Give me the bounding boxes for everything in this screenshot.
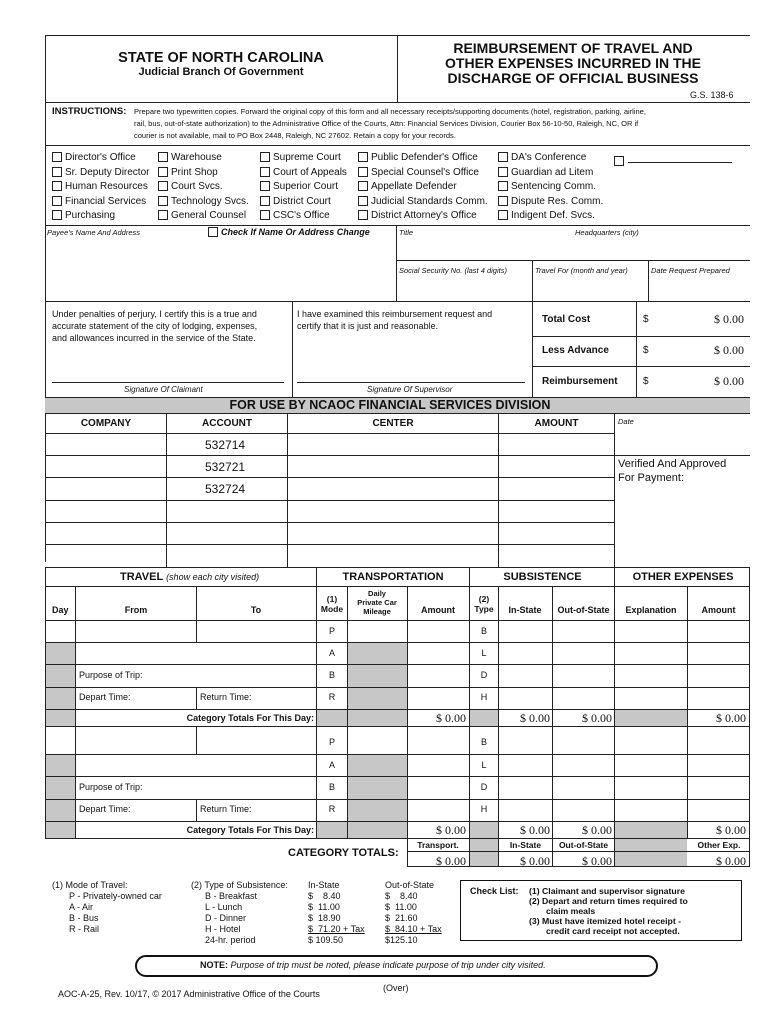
outstate-rate: $ 84.10 + Tax: [385, 924, 442, 934]
type-legend-item: L - Lunch: [205, 902, 243, 912]
category-totals-day-label: Category Totals For This Day:: [186, 713, 314, 723]
checklist-item: (3) Must have itemized hotel receipt -: [529, 916, 682, 926]
reimbursement-label: Reimbursement: [542, 376, 618, 387]
instate-rate: $ 8.40: [308, 891, 341, 901]
office-label: General Counsel: [171, 210, 247, 221]
less-advance-value: $ 0.00: [714, 343, 744, 357]
col-instate: In-State: [508, 605, 542, 615]
checklist-items: [529, 886, 688, 936]
currency-sign: $: [643, 314, 649, 325]
mode-legend-title: (1) Mode of Travel:: [52, 880, 128, 890]
address-change-checkbox[interactable]: [208, 227, 370, 237]
instate-rate: $ 11.00: [308, 902, 340, 912]
outstate-rates-title: Out-of-State: [385, 880, 435, 890]
office-label: Print Shop: [171, 166, 218, 178]
office-col-2: [158, 151, 249, 224]
office-col-3: [260, 151, 347, 224]
outstate-rate: $ 21.60: [385, 913, 418, 923]
mode-code: A: [328, 648, 335, 658]
instructions-label: INSTRUCTIONS:: [52, 106, 127, 117]
mode-code: P: [328, 737, 335, 747]
office-col-5: [498, 151, 603, 224]
col-transport-amount: Amount: [421, 605, 455, 615]
mode-code: R: [328, 692, 336, 702]
total-cost-label: Total Cost: [542, 314, 591, 325]
checklist-item: credit card receipt not accepted.: [546, 926, 680, 936]
verified-text: [618, 457, 726, 485]
office-label: Warehouse: [171, 152, 222, 163]
office-checkbox[interactable]: [52, 166, 149, 181]
outstate-rates: [385, 880, 442, 946]
office-checkbox[interactable]: [52, 151, 149, 166]
subsistence-type-code: L: [481, 760, 487, 770]
office-label: Purchasing: [65, 210, 116, 221]
other-amount-total: $ 0.00: [716, 823, 746, 837]
grand-instate-total: $ 0.00: [520, 854, 550, 868]
col-type-2: Type: [474, 604, 494, 614]
title-label: Title: [399, 228, 414, 237]
office-label: Sentencing Comm.: [511, 181, 597, 192]
outstate-rate: $125.10: [385, 935, 418, 945]
office-label: Court of Appeals: [273, 166, 347, 178]
col-daily-3: Mileage: [363, 607, 391, 616]
other-amount-total: $ 0.00: [716, 711, 746, 725]
office-label: Appellate Defender: [371, 181, 457, 192]
type-legend-item: D - Dinner: [205, 913, 247, 923]
instructions-line-2: rail, bus, out-of-state authorization) to the Administrative Office of the Courts, Attn: Financial Services Division, Courier Box 56-10-50, Raleigh, NC, OR if: [134, 119, 639, 128]
office-label: Special Counsel's Office: [371, 166, 479, 178]
col-mode: [317, 594, 347, 614]
checklist-item: (2) Depart and return times required to: [529, 896, 688, 906]
office-checkbox[interactable]: [158, 195, 249, 210]
over-label: (Over): [383, 983, 409, 993]
type-legend: [191, 880, 288, 946]
outstate-rate: $ 11.00: [385, 902, 417, 912]
office-checkbox[interactable]: [52, 180, 149, 195]
office-label: Human Resources: [65, 181, 148, 192]
subsistence-type-code: H: [480, 692, 488, 702]
office-label: Guardian ad Litem: [511, 166, 594, 178]
mode-code: R: [328, 804, 336, 814]
subsistence-heading: SUBSISTENCE: [503, 571, 582, 583]
claimant-cert-line: and allowances incurred in the service of the State.: [52, 333, 256, 343]
mode-legend: [52, 880, 162, 935]
office-checkbox[interactable]: [260, 209, 347, 224]
col-amount: AMOUNT: [534, 418, 579, 429]
claimant-cert-line: Under penalties of perjury, I certify this is a true and: [52, 309, 257, 319]
instate-rate: $ 18.90: [308, 913, 341, 923]
office-label: Superior Court: [273, 181, 339, 192]
instructions-line-1: Prepare two typewritten copies. Forward the original copy of this form and all necessary receipts/supporting documents (hotel, registration, parking, airline,: [134, 107, 646, 116]
less-advance-label: Less Advance: [542, 345, 609, 356]
office-label: Court Svcs.: [171, 181, 223, 192]
date-prepared-label: Date Request Prepared: [651, 266, 730, 275]
verified-line: For Payment:: [618, 472, 685, 484]
account-number: 532724: [205, 482, 246, 496]
depart-time-label: Depart Time:: [79, 804, 131, 814]
transport-amount-total: $ 0.00: [436, 711, 466, 725]
outstate-total: $ 0.00: [582, 711, 612, 725]
mode-legend-item: A - Air: [69, 902, 94, 912]
office-label: Public Defender's Office: [371, 152, 478, 163]
type-legend-item: B - Breakfast: [205, 891, 258, 901]
subsistence-type-code: D: [480, 782, 488, 792]
category-totals-day-label: Category Totals For This Day:: [186, 825, 314, 835]
subsistence-type-code: L: [481, 648, 487, 658]
checklist-item: (1) Claimant and supervisor signature: [529, 886, 685, 896]
account-number: 532721: [205, 460, 246, 474]
payee-name-label: Payee's Name And Address: [47, 228, 141, 237]
outstate-small-label: Out-of-State: [558, 840, 609, 850]
form-title-1: REIMBURSEMENT OF TRAVEL AND: [453, 40, 693, 56]
currency-sign: $: [643, 376, 649, 387]
verified-line: Verified And Approved: [618, 458, 727, 470]
instate-rates-title: In-State: [308, 880, 340, 890]
transport-small-label: Transport.: [417, 840, 459, 850]
instate-total: $ 0.00: [520, 711, 550, 725]
type-legend-item: 24-hr. period: [205, 935, 256, 945]
col-day: Day: [52, 605, 69, 615]
claimant-cert-line: accurate statement of the city of lodging, expenses,: [52, 321, 258, 331]
office-label: Judicial Standards Comm.: [371, 195, 488, 207]
col-daily-mileage: [347, 589, 407, 616]
col-to: To: [250, 605, 262, 615]
office-checkbox[interactable]: [358, 166, 488, 181]
office-checkbox[interactable]: [260, 151, 347, 166]
office-label: Indigent Def. Svcs.: [511, 210, 595, 221]
type-legend-title: (2) Type of Subsistence:: [191, 880, 288, 890]
currency-sign: $: [643, 345, 649, 356]
transport-amount-total: $ 0.00: [436, 823, 466, 837]
purpose-of-trip-label: Purpose of Trip:: [79, 782, 143, 792]
office-checkbox[interactable]: [358, 180, 488, 195]
return-time-label: Return Time:: [200, 804, 252, 814]
ssn-label: Social Security No. (last 4 digits): [399, 266, 507, 275]
statute: G.S. 138-6: [690, 90, 734, 100]
form-id: AOC-A-25, Rev. 10/17, © 2017 Administrative Office of the Courts: [58, 989, 320, 999]
col-daily-1: Daily: [368, 589, 386, 598]
office-label: Supreme Court: [273, 152, 341, 163]
subsistence-type-code: B: [480, 626, 487, 636]
supervisor-cert-line: I have examined this reimbursement request and: [297, 309, 493, 319]
type-legend-item: H - Hotel: [205, 924, 241, 934]
office-checkbox[interactable]: [498, 166, 603, 181]
finance-heading: FOR USE BY NCAOC FINANCIAL SERVICES DIVISION: [229, 398, 551, 412]
office-label: District Court: [273, 195, 331, 207]
mode-code: P: [328, 626, 335, 636]
col-center: CENTER: [372, 418, 414, 429]
note-label: NOTE:: [200, 960, 228, 970]
claimant-signature-label: Signature Of Claimant: [124, 385, 203, 394]
form-title-2: OTHER EXPENSES INCURRED IN THE: [445, 55, 701, 71]
office-checkbox[interactable]: [358, 195, 488, 210]
office-checkbox[interactable]: [260, 166, 347, 181]
col-type-1: (2): [478, 594, 490, 604]
supervisor-signature-label: Signature Of Supervisor: [367, 385, 453, 394]
state-name: STATE OF NORTH CAROLINA: [118, 50, 324, 66]
office-checkbox[interactable]: [158, 151, 249, 166]
office-checkbox[interactable]: [260, 180, 347, 195]
instate-small-label: In-State: [509, 840, 542, 850]
office-checkbox[interactable]: [158, 166, 249, 181]
travel-for-label: Travel For (month and year): [535, 266, 628, 275]
office-checkbox[interactable]: [158, 180, 249, 195]
office-checkbox[interactable]: [158, 209, 249, 224]
col-account: ACCOUNT: [202, 418, 252, 429]
col-mode-1: (1): [326, 594, 338, 604]
office-label: Financial Services: [65, 195, 147, 207]
office-checkbox[interactable]: [498, 195, 603, 210]
checklist-item: claim meals: [546, 906, 596, 916]
mode-legend-item: P - Privately-owned car: [69, 891, 162, 901]
col-other-amount: Amount: [701, 605, 736, 615]
subsistence-type-code: H: [480, 804, 488, 814]
mode-code: B: [328, 782, 335, 792]
form-title-3: DISCHARGE OF OFFICIAL BUSINESS: [447, 70, 699, 86]
instate-rate: $ 109.50: [308, 935, 344, 945]
headquarters-label: Headquarters (city): [575, 228, 639, 237]
office-checkbox[interactable]: [498, 209, 603, 224]
instructions-line-3: courier is not available, mail to PO Box 2448, Raleigh, NC 27602. Retain a copy for your records.: [134, 131, 456, 140]
category-totals-label: CATEGORY TOTALS:: [288, 847, 399, 859]
transportation-heading: TRANSPORTATION: [342, 571, 444, 583]
mode-legend-item: R - Rail: [69, 924, 100, 934]
col-company: COMPANY: [80, 418, 132, 429]
subsistence-type-code: D: [480, 670, 488, 680]
office-label: DA's Conference: [511, 152, 587, 163]
address-change-label: Check If Name Or Address Change: [221, 227, 370, 237]
grand-other-total: $ 0.00: [716, 854, 746, 868]
reimbursement-value: $ 0.00: [714, 374, 744, 388]
mode-code: B: [328, 670, 335, 680]
col-daily-2: Private Car: [357, 598, 397, 607]
outstate-total: $ 0.00: [582, 823, 612, 837]
outstate-rate: $ 8.40: [385, 891, 418, 901]
total-cost-value: $ 0.00: [714, 312, 744, 326]
office-checkbox[interactable]: [498, 151, 603, 166]
grand-transport-total: $ 0.00: [436, 854, 466, 868]
mode-legend-item: B - Bus: [69, 913, 99, 923]
office-checkbox[interactable]: [52, 195, 149, 210]
instate-total: $ 0.00: [520, 823, 550, 837]
col-explanation: Explanation: [625, 605, 677, 615]
office-label: Dispute Res. Comm.: [511, 195, 604, 207]
note-body: Purpose of trip must be noted, please indicate purpose of trip under city visited.: [230, 960, 546, 970]
office-checkbox[interactable]: [498, 180, 603, 195]
instate-rate: $ 71.20 + Tax: [308, 924, 365, 934]
office-label: District Attorney's Office: [371, 210, 477, 221]
office-checkbox[interactable]: [52, 209, 149, 224]
col-from: From: [124, 605, 148, 615]
claimant-certification: [52, 308, 257, 344]
instate-rates: [308, 880, 365, 946]
office-col-4: [358, 151, 488, 224]
date-label: Date: [618, 417, 634, 426]
office-checkbox[interactable]: [260, 195, 347, 210]
other-expenses-heading: OTHER EXPENSES: [632, 571, 734, 583]
other-office-checkbox[interactable]: [614, 151, 627, 169]
supervisor-certification: [297, 308, 492, 332]
travel-label: TRAVEL: [120, 571, 163, 583]
col-mode-2: Mode: [320, 604, 344, 614]
office-label: Sr. Deputy Director: [65, 166, 150, 178]
travel-note: (show each city visited): [166, 572, 260, 582]
subsistence-type-code: B: [480, 737, 487, 747]
office-checkbox[interactable]: [358, 209, 488, 224]
mode-code: A: [328, 760, 335, 770]
grand-outstate-total: $ 0.00: [582, 854, 612, 868]
office-checkbox[interactable]: [358, 151, 488, 166]
office-col-1: [52, 151, 149, 224]
office-label: CSC's Office: [273, 210, 330, 221]
travel-heading: [120, 571, 259, 583]
other-small-label: Other Exp.: [697, 840, 741, 850]
purpose-of-trip-label: Purpose of Trip:: [79, 670, 143, 680]
depart-time-label: Depart Time:: [79, 692, 131, 702]
supervisor-cert-line: certify that it is just and reasonable.: [297, 321, 439, 331]
office-label: Director's Office: [65, 152, 136, 163]
col-type: [470, 594, 498, 614]
return-time-label: Return Time:: [200, 692, 252, 702]
checklist-label: Check List:: [470, 886, 519, 896]
note-text: [200, 960, 546, 970]
office-label: Technology Svcs.: [171, 195, 249, 207]
col-outstate: Out-of-State: [557, 605, 610, 615]
account-number: 532714: [205, 438, 246, 452]
branch-name: Judicial Branch Of Government: [138, 66, 304, 78]
